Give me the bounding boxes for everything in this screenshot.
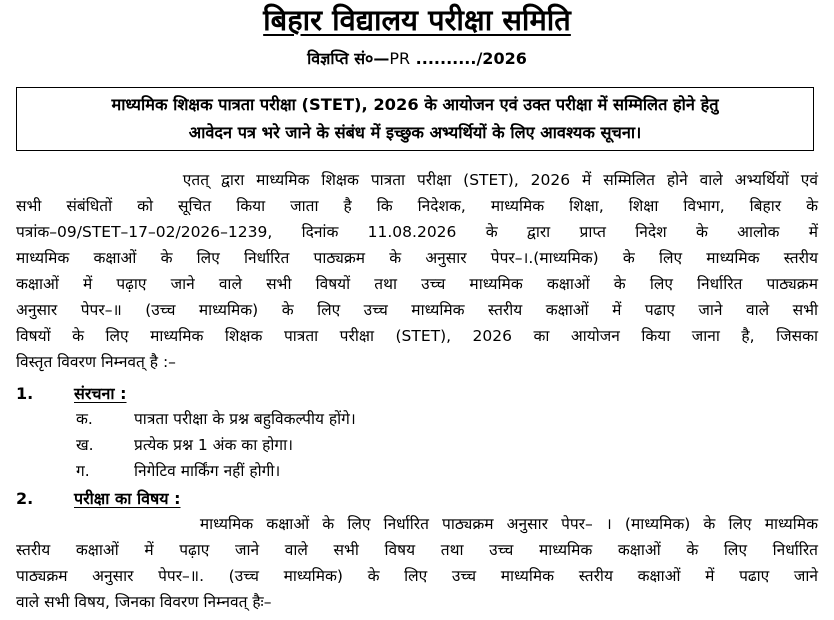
- subject-box: [16, 87, 814, 151]
- list-item-text: प्रत्येक प्रश्न 1 अंक का होगा।: [134, 436, 294, 454]
- section-1-number: 1.: [16, 384, 34, 403]
- section-2-number: 2.: [16, 489, 34, 508]
- intro-line: पत्रांक–09/STET–17–02/2026–1239, दिनांक 11.08.2026 के द्वारा प्राप्त निदेश के आलोक में: [16, 223, 819, 241]
- intro-line: विस्तृत विवरण निम्नवत् है :–: [16, 353, 176, 371]
- subject-line-2: आवेदन पत्र भरे जाने के संबंध में इच्छुक अभ्यर्थियों के लिए आवश्यक सूचना।: [188, 123, 642, 142]
- list-item-text: पात्रता परीक्षा के प्रश्न बहुविकल्पीय होंगे।: [134, 410, 356, 428]
- notice-number: [0, 48, 834, 70]
- section-2-paragraph: [16, 511, 818, 615]
- intro-line: अनुसार पेपर–॥ (उच्च माध्यमिक) के लिए उच्च माध्यमिक स्तरीय कक्षाओं में पढाए जाने वाले सभी: [16, 301, 818, 319]
- intro-line: एतत् द्वारा माध्यमिक शिक्षक पात्रता परीक्षा (STET), 2026 में सम्मिलित होने वाले अभ्यर्थियों एवं: [16, 171, 818, 189]
- section-2-line: माध्यमिक कक्षाओं के लिए निर्धारित पाठ्यक्रम अनुसार पेपर– । (माध्यमिक) के लिए माध्यमिक: [16, 515, 818, 533]
- section-2-line: पाठ्यक्रम अनुसार पेपर–॥. (उच्च माध्यमिक) के लिए उच्च माध्यमिक स्तरीय कक्षाओं में पढाए जाने: [16, 567, 818, 585]
- intro-line: माध्यमिक कक्षाओं के लिए निर्धारित पाठ्यक्रम के अनुसार पेपर–।.(माध्यमिक) के लिए माध्यमिक स्तरीय: [16, 249, 818, 267]
- list-item-text: निगेटिव मार्किंग नहीं होगी।: [134, 462, 281, 480]
- list-item-marker: क.: [76, 410, 93, 428]
- subject-line-1: माध्यमिक शिक्षक पात्रता परीक्षा (STET), 2026 के आयोजन एवं उक्त परीक्षा में सम्मिलित होने हेतु: [111, 95, 719, 114]
- intro-paragraph: [16, 167, 818, 375]
- notice-number-value: ........../2026: [410, 49, 527, 68]
- section-2-line: वाले सभी विषय, जिनका विवरण निम्नवत् हैः–: [16, 593, 272, 611]
- list-item-marker: ख.: [76, 436, 94, 454]
- title-text: बिहार विद्यालय परीक्षा समिति: [263, 3, 571, 37]
- intro-line: कक्षाओं में पढ़ाए जाने वाले सभी विषयों तथा उच्च माध्यमिक कक्षाओं के लिए निर्धारित पाठ्यक्रम: [16, 275, 818, 293]
- intro-line: सभी संबंधितों को सूचित किया जाता है कि निदेशक, माध्यमिक शिक्षा, शिक्षा विभाग, बिहार के: [16, 197, 818, 215]
- section-2-title: परीक्षा का विषय :: [74, 489, 181, 508]
- intro-line: विषयों के लिए माध्यमिक शिक्षक पात्रता परीक्षा (STET), 2026 का आयोजन किया जाना है, जिसका: [16, 327, 818, 345]
- section-1-title: संरचना :: [74, 384, 127, 403]
- section-2-line: स्तरीय कक्षाओं में पढ़ाए जाने वाले सभी विषय तथा उच्च माध्यमिक कक्षाओं के लिए निर्धारित: [16, 541, 818, 559]
- document-title: [0, 2, 834, 38]
- list-item-marker: ग.: [76, 462, 90, 480]
- notice-pr: PR: [389, 49, 411, 68]
- notice-label: विज्ञप्ति सं०—: [307, 49, 390, 68]
